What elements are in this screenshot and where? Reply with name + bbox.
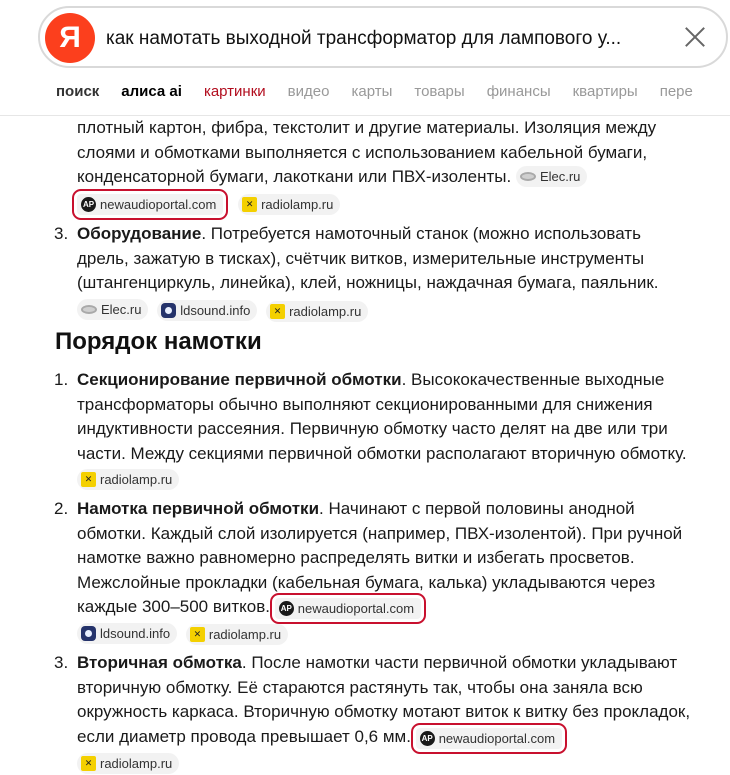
step-1-title: Секционирование первичной обмотки xyxy=(77,370,402,389)
header-divider xyxy=(0,115,730,116)
radiolamp-icon: ✕ xyxy=(270,304,285,319)
source-chip-elec[interactable]: Elec.ru xyxy=(77,299,148,320)
list-number: 2. xyxy=(54,499,69,518)
source-chip-newaudioportal[interactable]: AP newaudioportal.com xyxy=(275,598,421,619)
source-chip-radiolamp[interactable]: ✕ radiolamp.ru xyxy=(186,624,288,645)
search-input[interactable]: как намотать выходной трансформатор для лампового у... xyxy=(106,28,622,49)
section-heading: Порядок намотки xyxy=(55,328,262,355)
radiolamp-icon: ✕ xyxy=(81,756,96,771)
list-number: 1. xyxy=(54,370,69,389)
ap-icon: AP xyxy=(279,601,294,616)
source-chip-radiolamp[interactable]: ✕ radiolamp.ru xyxy=(77,753,179,774)
header xyxy=(0,0,730,116)
step-2-title: Намотка первичной обмотки xyxy=(77,499,320,518)
tab-translate[interactable]: пере xyxy=(659,83,693,100)
equipment-text: . Потребуется намоточный станок (можно использовать дрель, зажатую в тисках), счётчик витков, измерительные инструменты (штангенциркуль, линейка), клей, ножницы, наждачная бумага, паяльник. xyxy=(77,224,659,292)
tab-finance[interactable]: финансы xyxy=(486,83,551,100)
source-chip-ldsound[interactable]: ldsound.info xyxy=(157,300,257,321)
source-chip-ldsound[interactable]: ldsound.info xyxy=(77,623,177,644)
tab-maps[interactable]: карты xyxy=(351,83,393,100)
source-chip-radiolamp[interactable]: ✕ radiolamp.ru xyxy=(77,469,179,490)
source-chip-radiolamp[interactable]: ✕ radiolamp.ru xyxy=(266,301,368,322)
step-2-text: . Начинают с первой половины анодной обмотки. Каждый слой изолируется (например, ПВХ-изолентой). При ручной намотке важно равномерно распределять витки и избегать просветов. Межслойные прокладки (кабельная бумага, калька) укладываются через каждые 300–500 витков. xyxy=(77,499,683,616)
search-bar[interactable] xyxy=(38,6,728,68)
tab-images[interactable]: картинки xyxy=(203,83,266,100)
ap-icon: AP xyxy=(81,197,96,212)
source-chip-newaudioportal[interactable]: AP newaudioportal.com xyxy=(77,194,223,215)
yandex-logo[interactable]: Я xyxy=(45,13,95,63)
step-1-paragraph xyxy=(77,368,697,491)
tabs-nav xyxy=(56,82,715,102)
tab-video[interactable]: видео xyxy=(287,83,330,100)
materials-text: плотный картон, фибра, текстолит и другие материалы. Изоляция между слоями и обмотками выполняется с использованием кабельной бумаги, конденсаторной бумаги, лакоткани или ПВХ-изоленты. xyxy=(77,118,657,186)
radiolamp-icon: ✕ xyxy=(190,627,205,642)
ap-icon: AP xyxy=(420,731,435,746)
step-2-paragraph xyxy=(77,497,697,645)
equipment-paragraph xyxy=(77,222,697,322)
step-3-title: Вторичная обмотка xyxy=(77,653,242,672)
step-3-paragraph xyxy=(77,651,697,775)
list-number: 3. xyxy=(54,653,69,672)
close-icon[interactable] xyxy=(680,22,710,52)
ldsound-icon xyxy=(161,303,176,318)
source-chip-elec[interactable]: Elec.ru xyxy=(516,166,587,187)
step-3-text: . После намотки части первичной обмотки укладывают вторичную обмотку. Её стараются растянуть так, чтобы она заняла всю окружность каркаса. Вторичную обмотку мотают виток к витку без прокладок, если диаметр провода превышает 0,6 мм. xyxy=(77,653,691,746)
tab-search[interactable]: поиск xyxy=(56,83,100,100)
radiolamp-icon: ✕ xyxy=(81,472,96,487)
tab-products[interactable]: товары xyxy=(414,83,465,100)
ldsound-icon xyxy=(81,626,96,641)
elec-icon xyxy=(81,305,97,314)
equipment-title: Оборудование xyxy=(77,224,202,243)
materials-paragraph xyxy=(77,116,697,215)
elec-icon xyxy=(520,172,536,181)
answer-content xyxy=(0,116,730,771)
source-chip-radiolamp[interactable]: ✕ radiolamp.ru xyxy=(238,194,340,215)
tab-alice-ai[interactable]: алиса ai xyxy=(121,83,182,100)
source-chip-newaudioportal[interactable]: AP newaudioportal.com xyxy=(416,728,562,749)
tab-apartments[interactable]: квартиры xyxy=(572,83,638,100)
list-number: 3. xyxy=(54,224,69,243)
radiolamp-icon: ✕ xyxy=(242,197,257,212)
step-1-text: . Высококачественные выходные трансформаторы обычно выполняют секционированными для снижения индуктивности рассеяния. Первичную обмотку часто делят на две или три части. Между секциями первичной обмотки располагают вторичную обмотку. xyxy=(77,370,687,463)
